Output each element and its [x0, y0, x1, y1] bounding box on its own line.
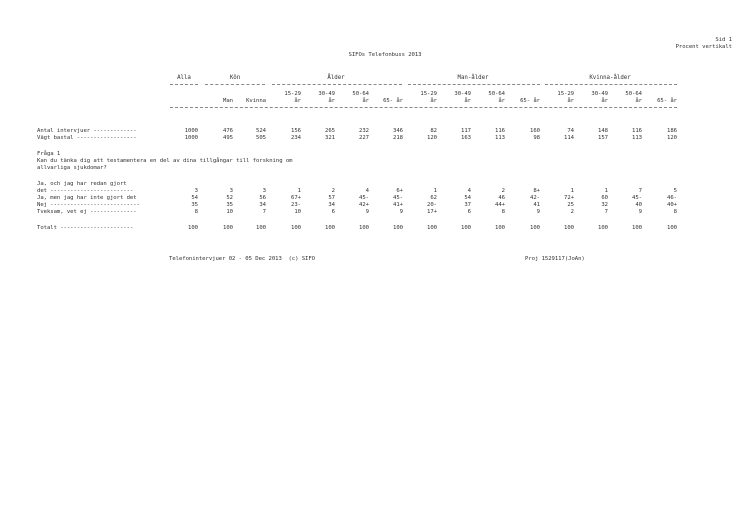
column-header-line2: 65- år — [383, 98, 403, 104]
answer-cell: 56 — [259, 195, 266, 201]
answer-cell: 62 — [430, 195, 437, 201]
group-alder: Ålder — [327, 75, 345, 81]
answer-cell: 8+ — [533, 188, 540, 194]
answer-cell: 2 — [570, 209, 574, 215]
count-cell: 1000 — [184, 135, 198, 141]
answer-cell: 2 — [501, 188, 505, 194]
answer-label-2: Ja, men jag har inte gjort det — [37, 195, 137, 201]
count-cell: 157 — [598, 135, 608, 141]
group-man-alder: Man-ålder — [457, 75, 489, 81]
total-cell: 100 — [564, 225, 574, 231]
count-cell: 186 — [667, 128, 677, 134]
answer-cell: 9 — [365, 209, 369, 215]
answer-cell: 3 — [194, 188, 198, 194]
answer-cell: 40+ — [667, 202, 677, 208]
count-cell: 227 — [359, 135, 369, 141]
count-cell: 74 — [567, 128, 574, 134]
percent-note: Procent vertikalt — [675, 44, 732, 50]
answer-cell: 6 — [467, 209, 471, 215]
answer-cell: 1 — [297, 188, 301, 194]
group-kon: Kön — [229, 75, 241, 81]
answer-cell: 42- — [530, 195, 540, 201]
answer-cell: 17+ — [427, 209, 437, 215]
count-cell: 117 — [461, 128, 471, 134]
answer-cell: 54 — [464, 195, 471, 201]
group-alla: Alla — [177, 75, 191, 81]
answer-cell: 42+ — [359, 202, 369, 208]
column-header-line2: år — [362, 98, 369, 104]
total-cell: 100 — [495, 225, 505, 231]
answer-cell: 35 — [191, 202, 198, 208]
answer-cell: 34 — [328, 202, 335, 208]
column-header-line1: 15-29 — [557, 91, 574, 97]
count-cell: 113 — [632, 135, 642, 141]
count-cell: 160 — [530, 128, 540, 134]
answer-cell: 60 — [601, 195, 608, 201]
group-kvinna-alder: Kvinna-ålder — [589, 75, 631, 81]
count-cell: 321 — [325, 135, 335, 141]
count-cell: 476 — [223, 128, 233, 134]
answer-cell: 72+ — [564, 195, 574, 201]
page-number: Sid 1 — [715, 37, 732, 43]
count-label-vagt: Vägt bastal ------------------ — [37, 135, 137, 141]
total-cell: 100 — [632, 225, 642, 231]
footer-right: Proj 1529117(JoAn) — [525, 256, 585, 262]
answer-label-4: Tveksam, vet ej -------------- — [37, 209, 137, 215]
count-cell: 82 — [430, 128, 437, 134]
answer-cell: 8 — [501, 209, 505, 215]
answer-cell: 35 — [226, 202, 233, 208]
count-cell: 232 — [359, 128, 369, 134]
count-cell: 1000 — [184, 128, 198, 134]
column-header-line2: 65- år — [520, 98, 540, 104]
column-header-line2: år — [635, 98, 642, 104]
count-label-antal: Antal intervjuer ------------- — [37, 128, 137, 134]
total-cell: 100 — [359, 225, 369, 231]
count-cell: 116 — [495, 128, 505, 134]
answer-cell: 41+ — [393, 202, 403, 208]
answer-cell: 2 — [331, 188, 335, 194]
answer-cell: 46- — [667, 195, 677, 201]
column-header-line2: år — [328, 98, 335, 104]
answer-cell: 10 — [226, 209, 233, 215]
footer-left: Telefonintervjuer 02 - 05 Dec 2013 (c) SIFO — [169, 256, 315, 262]
count-cell: 116 — [632, 128, 642, 134]
question-number: Fråga 1 — [37, 151, 61, 157]
answer-cell: 57 — [328, 195, 335, 201]
count-cell: 148 — [598, 128, 608, 134]
answer-cell: 40 — [635, 202, 642, 208]
answer-cell: 7 — [604, 209, 608, 215]
header-rule — [408, 84, 540, 85]
answer-cell: 4 — [467, 188, 471, 194]
answer-cell: 25 — [567, 202, 574, 208]
header-rule — [170, 84, 198, 85]
total-cell: 100 — [393, 225, 403, 231]
total-cell: 100 — [291, 225, 301, 231]
header-rule — [205, 84, 265, 85]
answer-cell: 44+ — [495, 202, 505, 208]
answer-cell: 46 — [498, 195, 505, 201]
answer-label-1a: Ja, och jag har redan gjort — [37, 181, 127, 187]
answer-cell: 1 — [570, 188, 574, 194]
answer-cell: 8 — [673, 209, 677, 215]
column-header-line1: 30-49 — [318, 91, 335, 97]
answer-cell: 41 — [533, 202, 540, 208]
question-text-line1: Kan du tänka dig att testamentera en del av dina tillgångar till forskning om — [37, 158, 293, 164]
header-rule — [545, 84, 677, 85]
total-cell: 100 — [461, 225, 471, 231]
count-cell: 495 — [223, 135, 233, 141]
count-cell: 234 — [291, 135, 301, 141]
column-header-line1: 50-64 — [352, 91, 369, 97]
answer-cell: 54 — [191, 195, 198, 201]
answer-cell: 3 — [262, 188, 266, 194]
answer-label-3: Nej --------------------------- — [37, 202, 140, 208]
total-cell: 100 — [667, 225, 677, 231]
answer-cell: 34 — [259, 202, 266, 208]
column-header-line1: 50-64 — [488, 91, 505, 97]
count-cell: 218 — [393, 135, 403, 141]
column-header-line2: år — [601, 98, 608, 104]
total-cell: 100 — [598, 225, 608, 231]
answer-cell: 52 — [226, 195, 233, 201]
answer-cell: 6+ — [396, 188, 403, 194]
count-cell: 114 — [564, 135, 574, 141]
header-rule — [272, 84, 402, 85]
answer-cell: 8 — [194, 209, 198, 215]
answer-cell: 32 — [601, 202, 608, 208]
total-cell: 100 — [256, 225, 266, 231]
answer-label-1b: det ------------------------- — [37, 188, 134, 194]
count-cell: 265 — [325, 128, 335, 134]
total-cell: 100 — [223, 225, 233, 231]
answer-cell: 9 — [399, 209, 403, 215]
column-header-line2: år — [464, 98, 471, 104]
column-header-line1: 15-29 — [420, 91, 437, 97]
answer-cell: 3 — [229, 188, 233, 194]
answer-cell: 10 — [294, 209, 301, 215]
count-cell: 505 — [256, 135, 266, 141]
total-label: Totalt ---------------------- — [37, 225, 134, 231]
answer-cell: 5 — [673, 188, 677, 194]
column-header-line2: år — [294, 98, 301, 104]
column-header-line1: 30-49 — [591, 91, 608, 97]
answer-cell: 7 — [262, 209, 266, 215]
question-text-line2: allvarliga sjukdomar? — [37, 165, 107, 171]
answer-cell: 45- — [359, 195, 369, 201]
column-header-line2: år — [567, 98, 574, 104]
answer-cell: 7 — [638, 188, 642, 194]
column-header-line2: år — [430, 98, 437, 104]
answer-cell: 6 — [331, 209, 335, 215]
total-cell: 100 — [325, 225, 335, 231]
count-cell: 346 — [393, 128, 403, 134]
answer-cell: 4 — [365, 188, 369, 194]
count-cell: 98 — [533, 135, 540, 141]
column-header-line2: Kvinna — [246, 98, 266, 104]
total-cell: 100 — [530, 225, 540, 231]
total-cell: 100 — [427, 225, 437, 231]
answer-cell: 45- — [393, 195, 403, 201]
answer-cell: 9 — [638, 209, 642, 215]
column-header-line2: Man — [223, 98, 233, 104]
column-header-line1: 15-29 — [284, 91, 301, 97]
count-cell: 524 — [256, 128, 266, 134]
column-header-line1: 30-49 — [454, 91, 471, 97]
column-header-line1: 50-64 — [625, 91, 642, 97]
answer-cell: 1 — [604, 188, 608, 194]
answer-cell: 67+ — [291, 195, 301, 201]
column-header-line2: år — [498, 98, 505, 104]
answer-cell: 1 — [433, 188, 437, 194]
answer-cell: 20- — [427, 202, 437, 208]
report-title: SIFOs Telefonbuss 2013 — [348, 52, 422, 58]
count-cell: 156 — [291, 128, 301, 134]
answer-cell: 9 — [536, 209, 540, 215]
count-cell: 120 — [427, 135, 437, 141]
column-header-line2: 65- år — [657, 98, 677, 104]
count-cell: 120 — [667, 135, 677, 141]
count-cell: 163 — [461, 135, 471, 141]
answer-cell: 37 — [464, 202, 471, 208]
header-bottom-rule — [170, 107, 677, 108]
answer-cell: 45- — [632, 195, 642, 201]
count-cell: 113 — [495, 135, 505, 141]
total-cell: 100 — [188, 225, 198, 231]
answer-cell: 23- — [291, 202, 301, 208]
